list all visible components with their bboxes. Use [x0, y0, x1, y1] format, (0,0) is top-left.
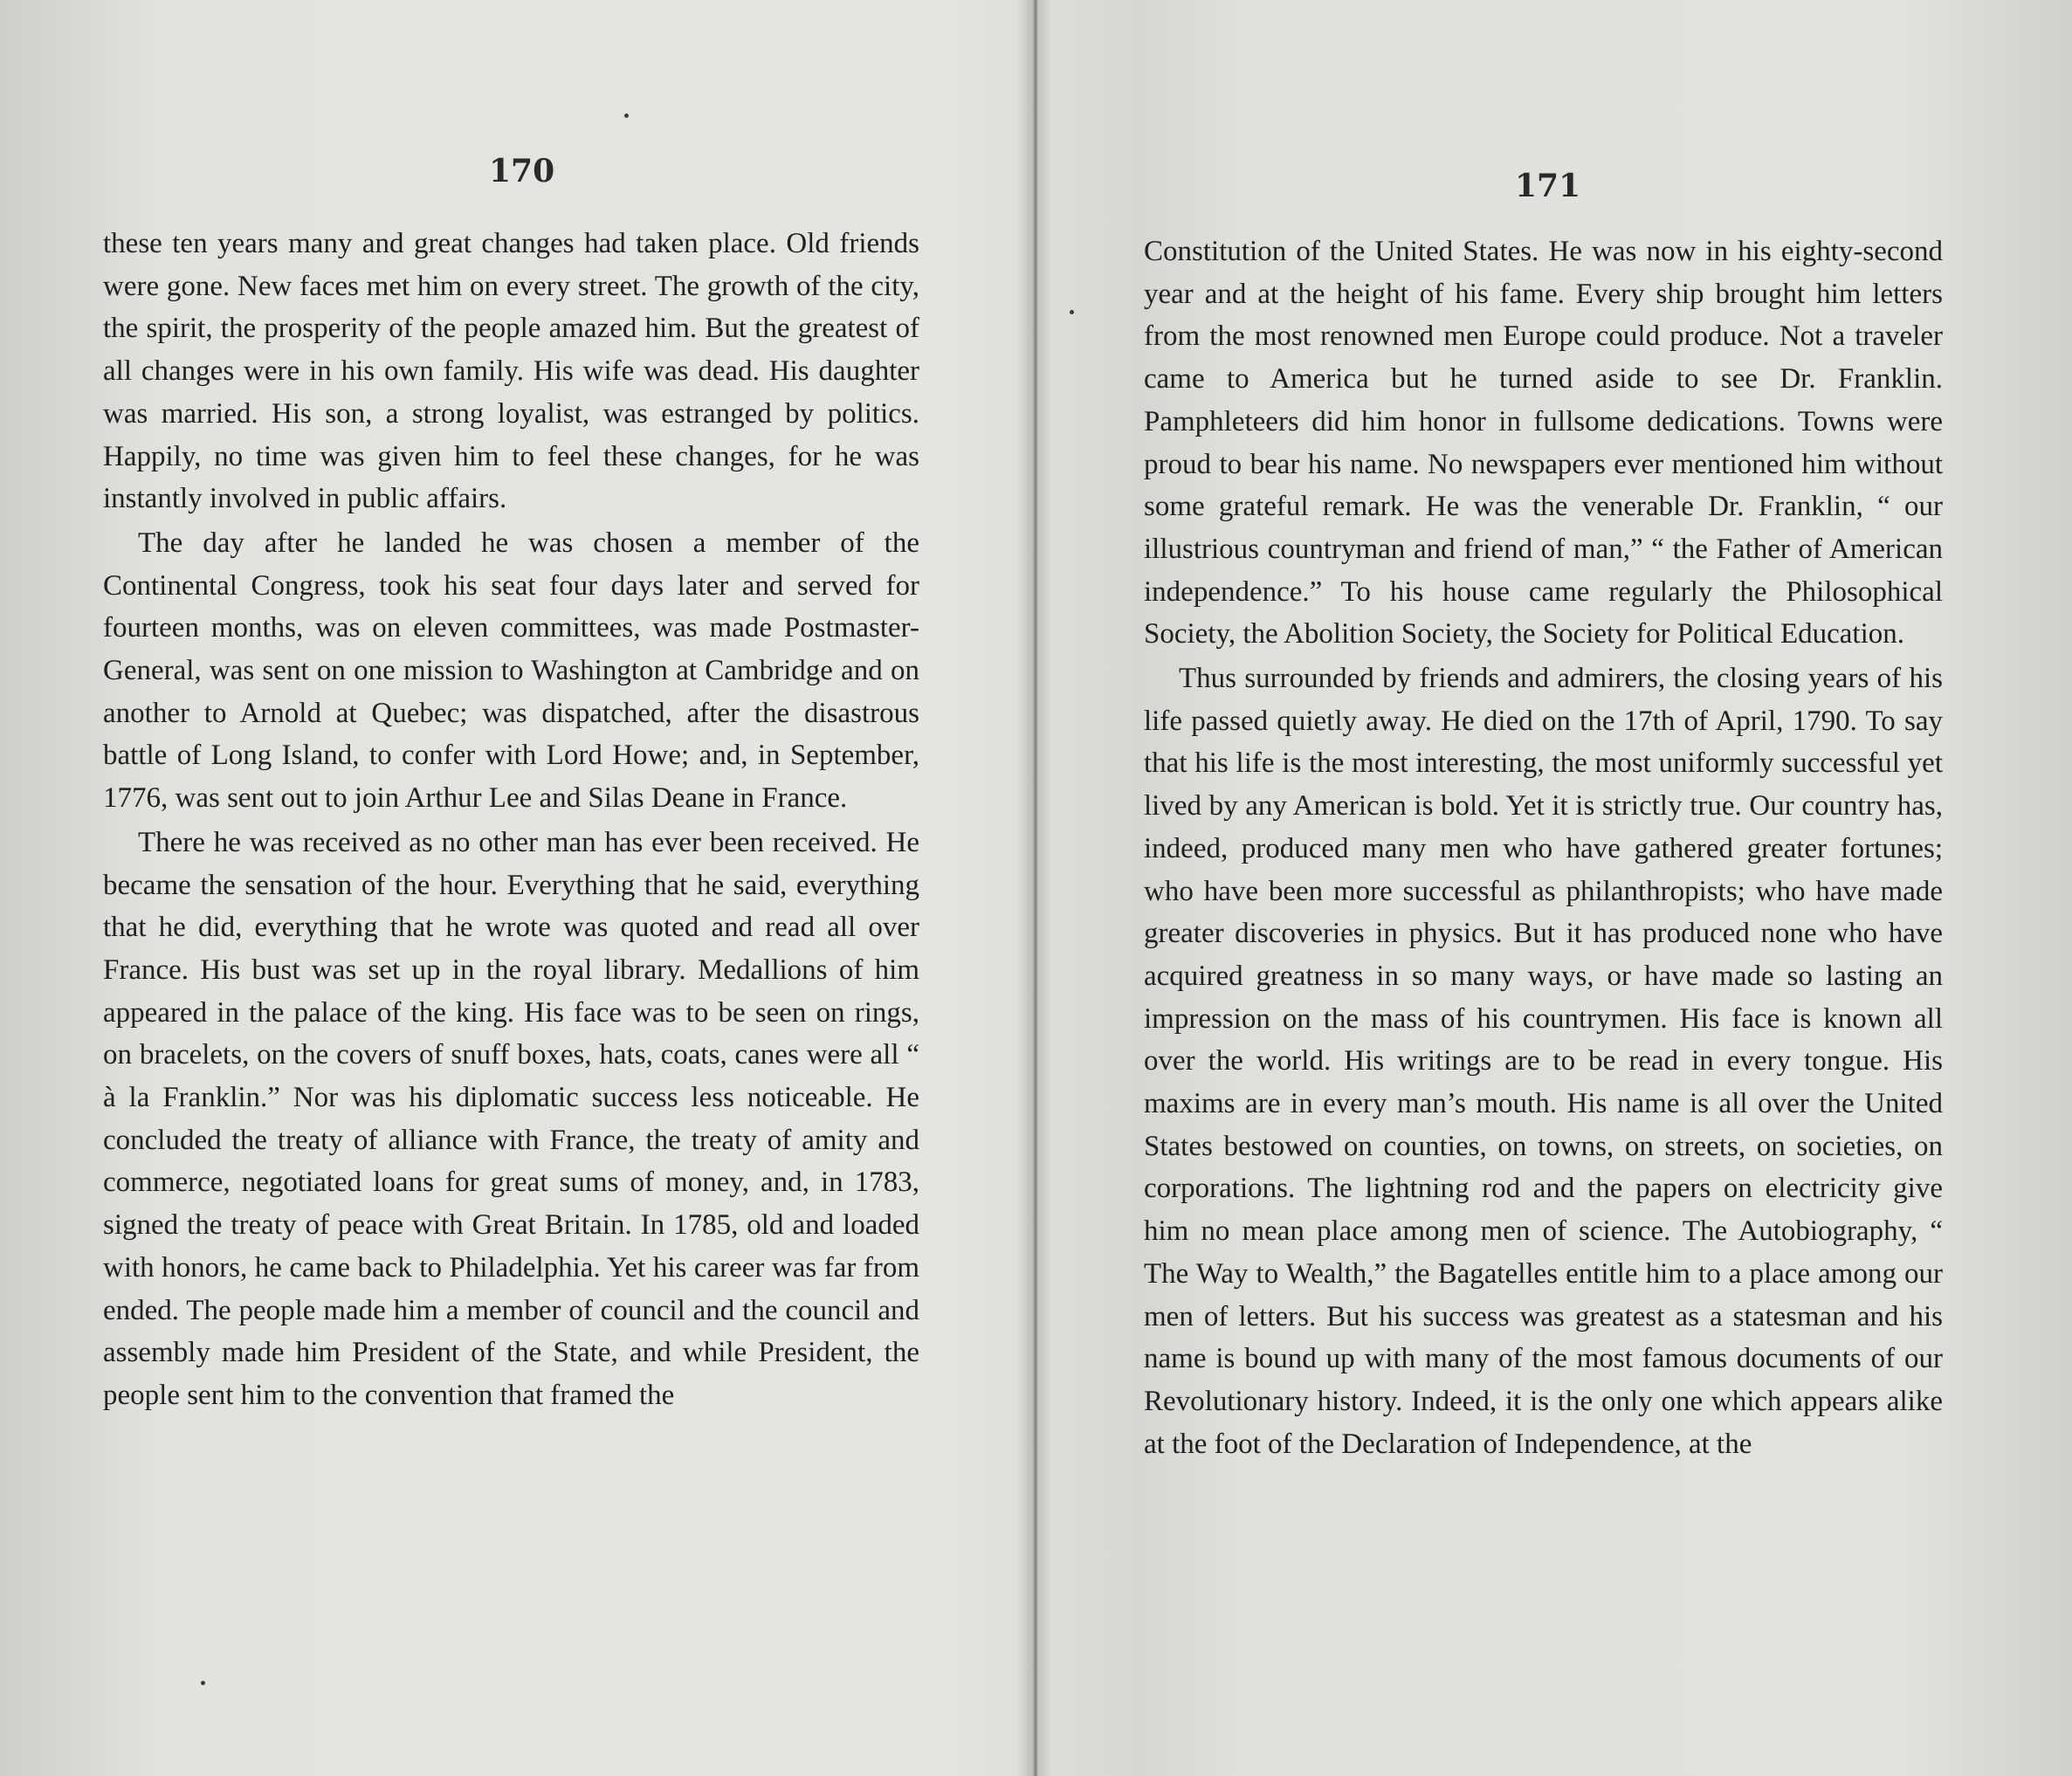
left-page-text [103, 223, 919, 1417]
right-page-text [1144, 231, 1943, 1465]
paragraph: There he was received as no other man has ever been received. He became the sensation of the hour. Everything that he said, everything that he did, everything that he wrote was quoted and read all over France. His bust was set up in the royal library. Medallions of him appeared in the palace of the king. His face was to be seen on rings, on bracelets, on the covers of snuff boxes, hats, coats, canes were all “ à la Franklin.” Nor was his diplomatic success less noticeable. He concluded the treaty of alliance with France, the treaty of amity and commerce, negotiated loans for great sums of money, and, in 1783, signed the treaty of peace with Great Britain. In 1785, old and loaded with honors, he came back to Philadelphia. Yet his career was far from ended. The people made him a member of council and the council and assembly made him President of the State, and while President, the people sent him to the convention that framed the [103, 826, 919, 1411]
paragraph: The day after he landed he was chosen a member of the Continental Congress, took his seat four days later and served for fourteen months, was on eleven committees, was made Postmaster-General, was sent on one mission to Washington at Cambridge and on another to Arnold at Quebec; was dispatched, after the disastrous battle of Long Island, to confer with Lord Howe; and, in September, 1776, was sent out to join Arthur Lee and Silas Deane in France. [103, 527, 919, 815]
paragraph: Constitution of the United States. He was now in his eighty-second year and at the height of his fame. Every ship brought him letters from the most renowned men Europe could produce. Not a traveler came to America but he turned aside to see Dr. Franklin. Pamphleteers did him honor in fullsome dedications. Towns were proud to bear his name. No newspapers ever mentioned him without some grateful remark. He was the venerable Dr. Franklin, “ our illustrious countryman and friend of man,” “ the Father of American independence.” To his house came regularly the Philosophical Society, the Abolition Society, the Society for Political Education. [1144, 236, 1943, 651]
paragraph: Thus surrounded by friends and admirers, the closing years of his life passed quietly away. He died on the 17th of April, 1790. To say that his life is the most interesting, the most uniformly successful yet lived by any American is bold. Yet it is strictly true. Our country has, indeed, produced many men who have gathered greater fortunes; who have been more successful as philanthropists; who have made greater discoveries in physics. But it has produced none who have acquired greatness in so many ways, or have made so lasting an impression on the mass of his countrymen. His face is known all over the world. His writings are to be read in every tongue. His maxims are in every man’s mouth. His name is all over the United States bestowed on counties, on towns, on streets, on societies, on corporations. The lightning rod and the papers on electricity give him no mean place among men of science. The Autobiography, “ The Way to Wealth,” the Bagatelles entitle him to a place among our men of letters. But his success was greatest as a statesman and his name is bound up with many of the most famous documents of our Revolutionary history. Indeed, it is the only one which appears alike at the foot of the Declaration of Independence, at the [1144, 663, 1943, 1460]
page-number-left: 170 [489, 153, 555, 189]
right-page [1039, 0, 2072, 1776]
page-number-right: 171 [1515, 168, 1581, 204]
paragraph: these ten years many and great changes had taken place. Old friends were gone. New faces met him on every street. The growth of the city, the spirit, the prosperity of the people amazed him. But the greatest of all changes were in his own family. His wife was dead. His daughter was married. His son, a strong loyalist, was estranged by politics. Happily, no time was given him to feel these changes, for he was instantly involved in public affairs. [103, 228, 919, 515]
left-page [0, 0, 1030, 1776]
paper-speck [1070, 310, 1074, 314]
paper-speck [624, 114, 629, 118]
paper-speck [201, 1681, 205, 1685]
